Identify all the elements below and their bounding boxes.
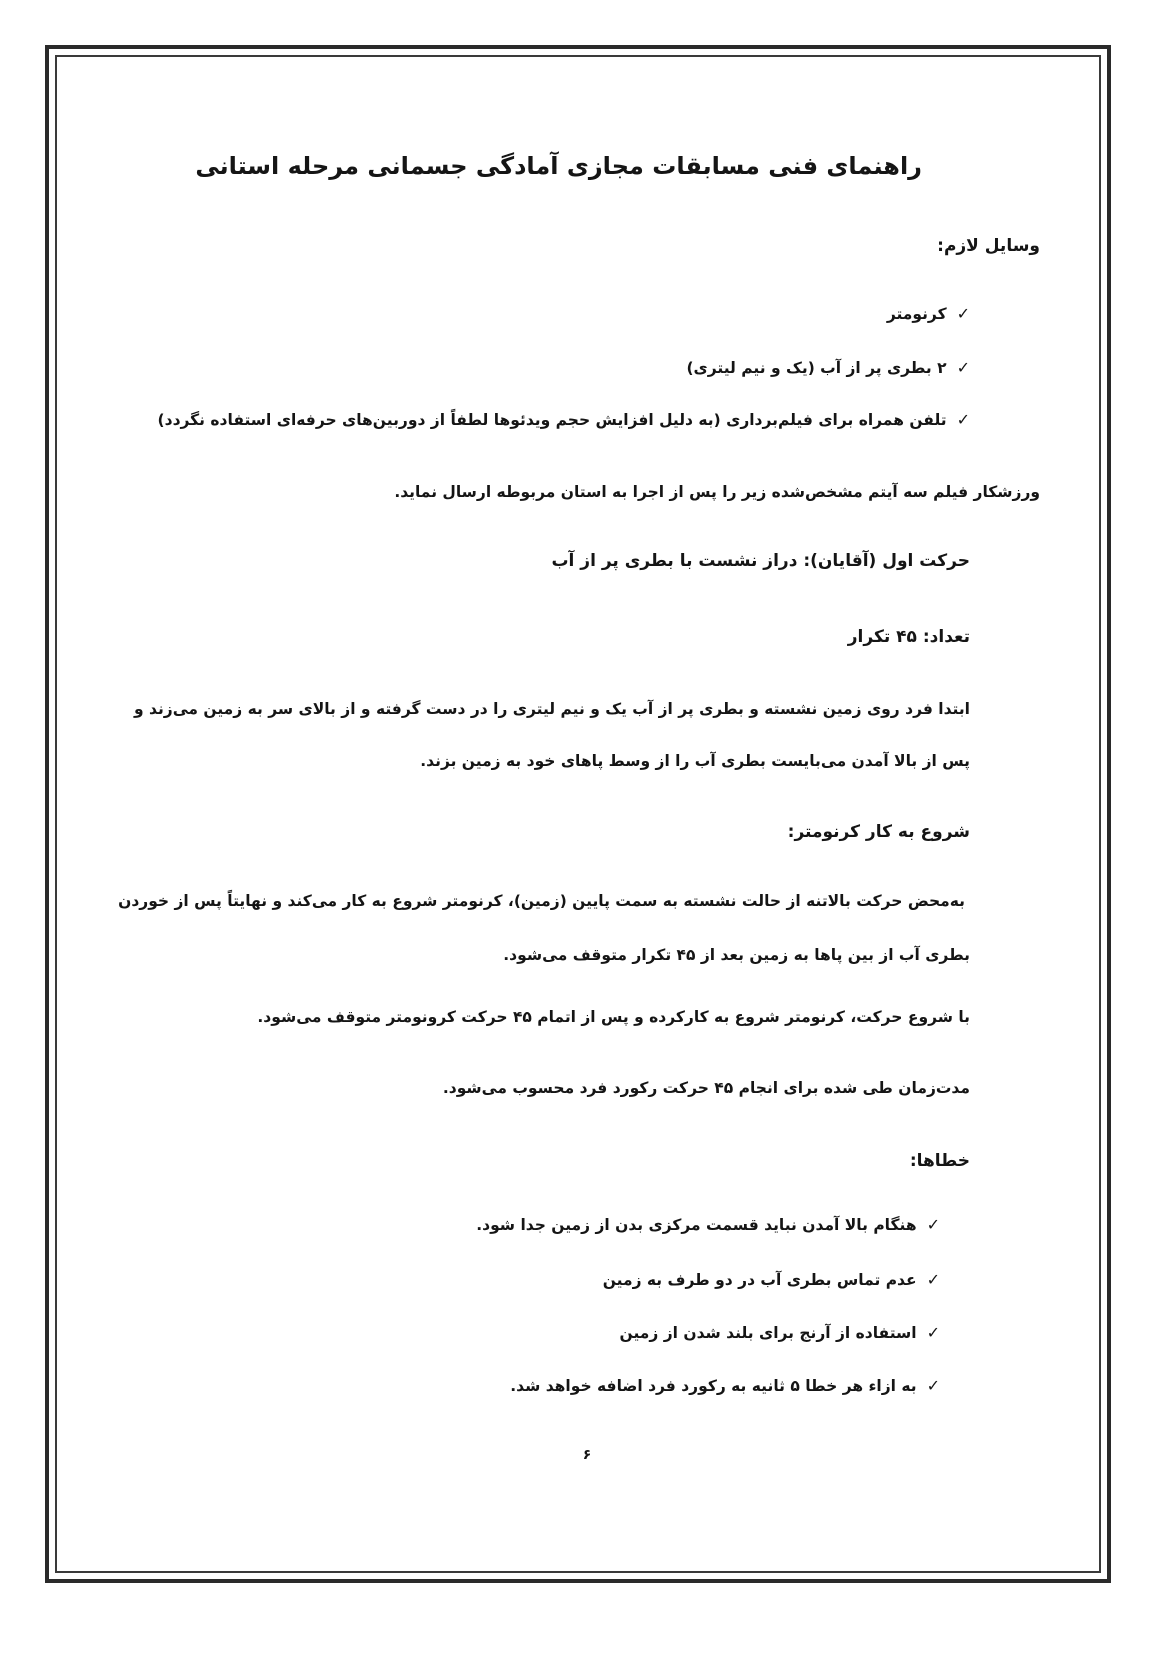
error-item bbox=[510, 1376, 940, 1395]
equipment-heading: وسایل لازم: bbox=[937, 236, 1040, 256]
check-icon: ✓ bbox=[926, 1376, 940, 1395]
check-icon: ✓ bbox=[956, 304, 970, 323]
check-icon: ✓ bbox=[926, 1270, 940, 1289]
instruction-text: ورزشکار فیلم سه آیتم مشخص‌شده زیر را پس از اجرا به استان مربوطه ارسال نماید. bbox=[394, 483, 1040, 501]
check-icon: ✓ bbox=[956, 358, 970, 377]
stopwatch-text-line: به‌محض حرکت بالاتنه از حالت نشسته به سمت پایین (زمین)، کرنومتر شروع به کار می‌کند و نهایتاً پس از خوردن bbox=[118, 892, 965, 910]
equipment-item-text: ۲ بطری پر از آب (یک و نیم لیتری) bbox=[686, 359, 947, 377]
move-description-line: پس از بالا آمدن می‌بایست بطری آب را از وسط پاهای خود به زمین بزند. bbox=[420, 752, 970, 770]
stopwatch-heading: شروع به کار کرنومتر: bbox=[787, 822, 970, 842]
stopwatch-text-line: با شروع حرکت، کرنومتر شروع به کارکرده و پس از اتمام ۴۵ حرکت کرونومتر متوقف می‌شود. bbox=[257, 1008, 970, 1026]
equipment-item bbox=[887, 304, 970, 323]
count-heading: تعداد: ۴۵ تکرار bbox=[847, 627, 970, 647]
error-item-text: استفاده از آرنج برای بلند شدن از زمین bbox=[619, 1324, 917, 1342]
page-title: راهنمای فنی مسابقات مجازی آمادگی جسمانی مرحله استانی bbox=[195, 152, 922, 180]
error-item bbox=[620, 1323, 940, 1342]
equipment-item bbox=[686, 358, 970, 377]
check-icon: ✓ bbox=[926, 1215, 940, 1234]
check-icon: ✓ bbox=[956, 410, 970, 429]
move-heading: حرکت اول (آقایان): دراز نشست با بطری پر از آب bbox=[551, 551, 970, 571]
error-item-text: به ازاء هر خطا ۵ ثانیه به رکورد فرد اضافه خواهد شد. bbox=[510, 1377, 917, 1395]
page-border-inner bbox=[55, 55, 1101, 1573]
stopwatch-text-line: بطری آب از بین پاها به زمین بعد از ۴۵ تکرار متوقف می‌شود. bbox=[503, 946, 970, 964]
equipment-item-text: تلفن همراه برای فیلم‌برداری (به دلیل افزایش حجم ویدئوها لطفاً از دوربین‌های حرفه‌ای استفاده نگردد) bbox=[157, 411, 947, 429]
error-item-text: هنگام بالا آمدن نباید قسمت مرکزی بدن از زمین جدا شود. bbox=[476, 1216, 917, 1234]
stopwatch-text-line: مدت‌زمان طی شده برای انجام ۴۵ حرکت رکورد فرد محسوب می‌شود. bbox=[442, 1079, 970, 1097]
equipment-item bbox=[158, 410, 970, 429]
page-number: ۶ bbox=[582, 1447, 592, 1463]
error-item bbox=[476, 1215, 940, 1234]
error-item-text: عدم تماس بطری آب در دو طرف به زمین bbox=[602, 1271, 917, 1289]
move-description-line: ابتدا فرد روی زمین نشسته و بطری پر از آب یک و نیم لیتری را در دست گرفته و از بالای سر به زمین می‌زند و bbox=[134, 700, 970, 718]
error-item bbox=[603, 1270, 940, 1289]
errors-heading: خطاها: bbox=[909, 1151, 970, 1171]
equipment-item-text: کرنومتر bbox=[886, 305, 947, 323]
check-icon: ✓ bbox=[926, 1323, 940, 1342]
